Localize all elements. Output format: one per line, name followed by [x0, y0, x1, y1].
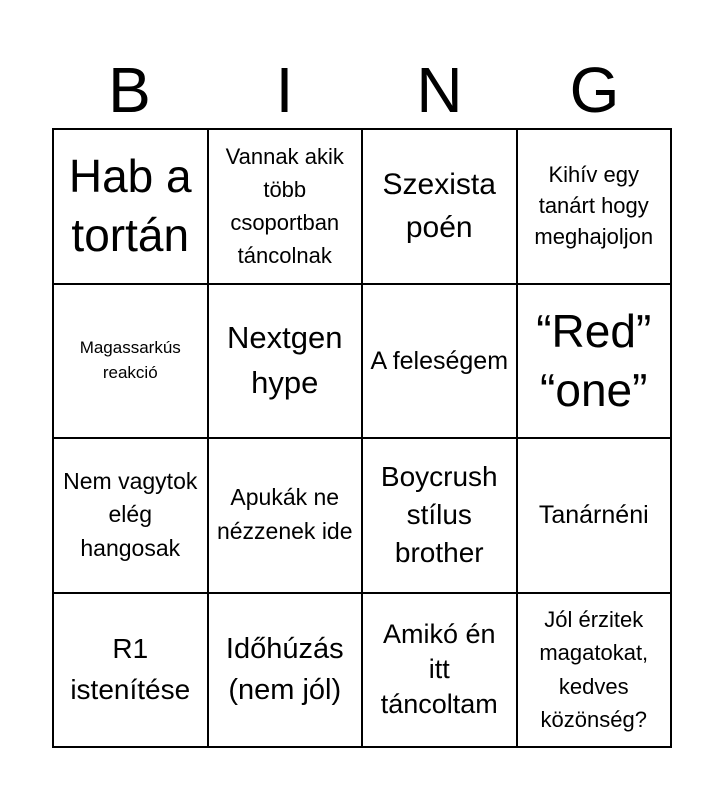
- bingo-cell-text: A feleségem: [370, 346, 509, 375]
- bingo-cell[interactable]: [209, 594, 364, 749]
- bingo-cell-text: Hab a tortán: [68, 150, 192, 262]
- bingo-cell[interactable]: [209, 439, 364, 594]
- header-letter-n: N: [416, 54, 463, 126]
- bingo-cell[interactable]: [518, 130, 673, 285]
- bingo-cell-text: Időhúzás (nem jól): [225, 632, 344, 706]
- bingo-cell-text: R1 istenítése: [70, 633, 191, 705]
- bingo-header: [52, 52, 672, 128]
- bingo-cell-text: “Red” “one”: [536, 304, 652, 416]
- bingo-cell-text: Nem vagytok elég hangosak: [63, 467, 198, 562]
- bingo-cell[interactable]: [363, 594, 518, 749]
- header-letter-g: G: [569, 54, 620, 126]
- bingo-cell-text: Jól érzitek magatokat, kedves közönség?: [539, 606, 649, 733]
- bingo-cell-text: Apukák ne nézzenek ide: [216, 484, 353, 545]
- bingo-cell[interactable]: [518, 439, 673, 594]
- bingo-cell-text: Boycrush stílus brother: [380, 461, 498, 569]
- bingo-cell[interactable]: [518, 594, 673, 749]
- bingo-cell[interactable]: [363, 130, 518, 285]
- header-letter-b: B: [108, 54, 151, 126]
- bingo-board: [52, 128, 672, 748]
- bingo-cell[interactable]: [363, 285, 518, 440]
- bingo-cell-text: Magassarkús reakció: [79, 338, 181, 382]
- bingo-cell-text: Kihív egy tanárt hogy meghajoljon: [534, 162, 654, 249]
- bingo-cell-text: Nextgen hype: [227, 319, 343, 400]
- bingo-cell-text: Vannak akik több csoportban táncolnak: [225, 144, 344, 269]
- bingo-cell[interactable]: [54, 439, 209, 594]
- bingo-cell[interactable]: [54, 130, 209, 285]
- bingo-cell[interactable]: [209, 130, 364, 285]
- bingo-cell[interactable]: [209, 285, 364, 440]
- bingo-cell[interactable]: [54, 285, 209, 440]
- bingo-cell[interactable]: [518, 285, 673, 440]
- bingo-cell-text: Tanárnéni: [538, 501, 649, 529]
- header-letter-i: I: [275, 54, 294, 126]
- bingo-cell[interactable]: [363, 439, 518, 594]
- bingo-cell[interactable]: [54, 594, 209, 749]
- bingo-cell-text: Szexista poén: [382, 167, 496, 245]
- bingo-cell-text: Amikó én itt táncoltam: [380, 619, 498, 720]
